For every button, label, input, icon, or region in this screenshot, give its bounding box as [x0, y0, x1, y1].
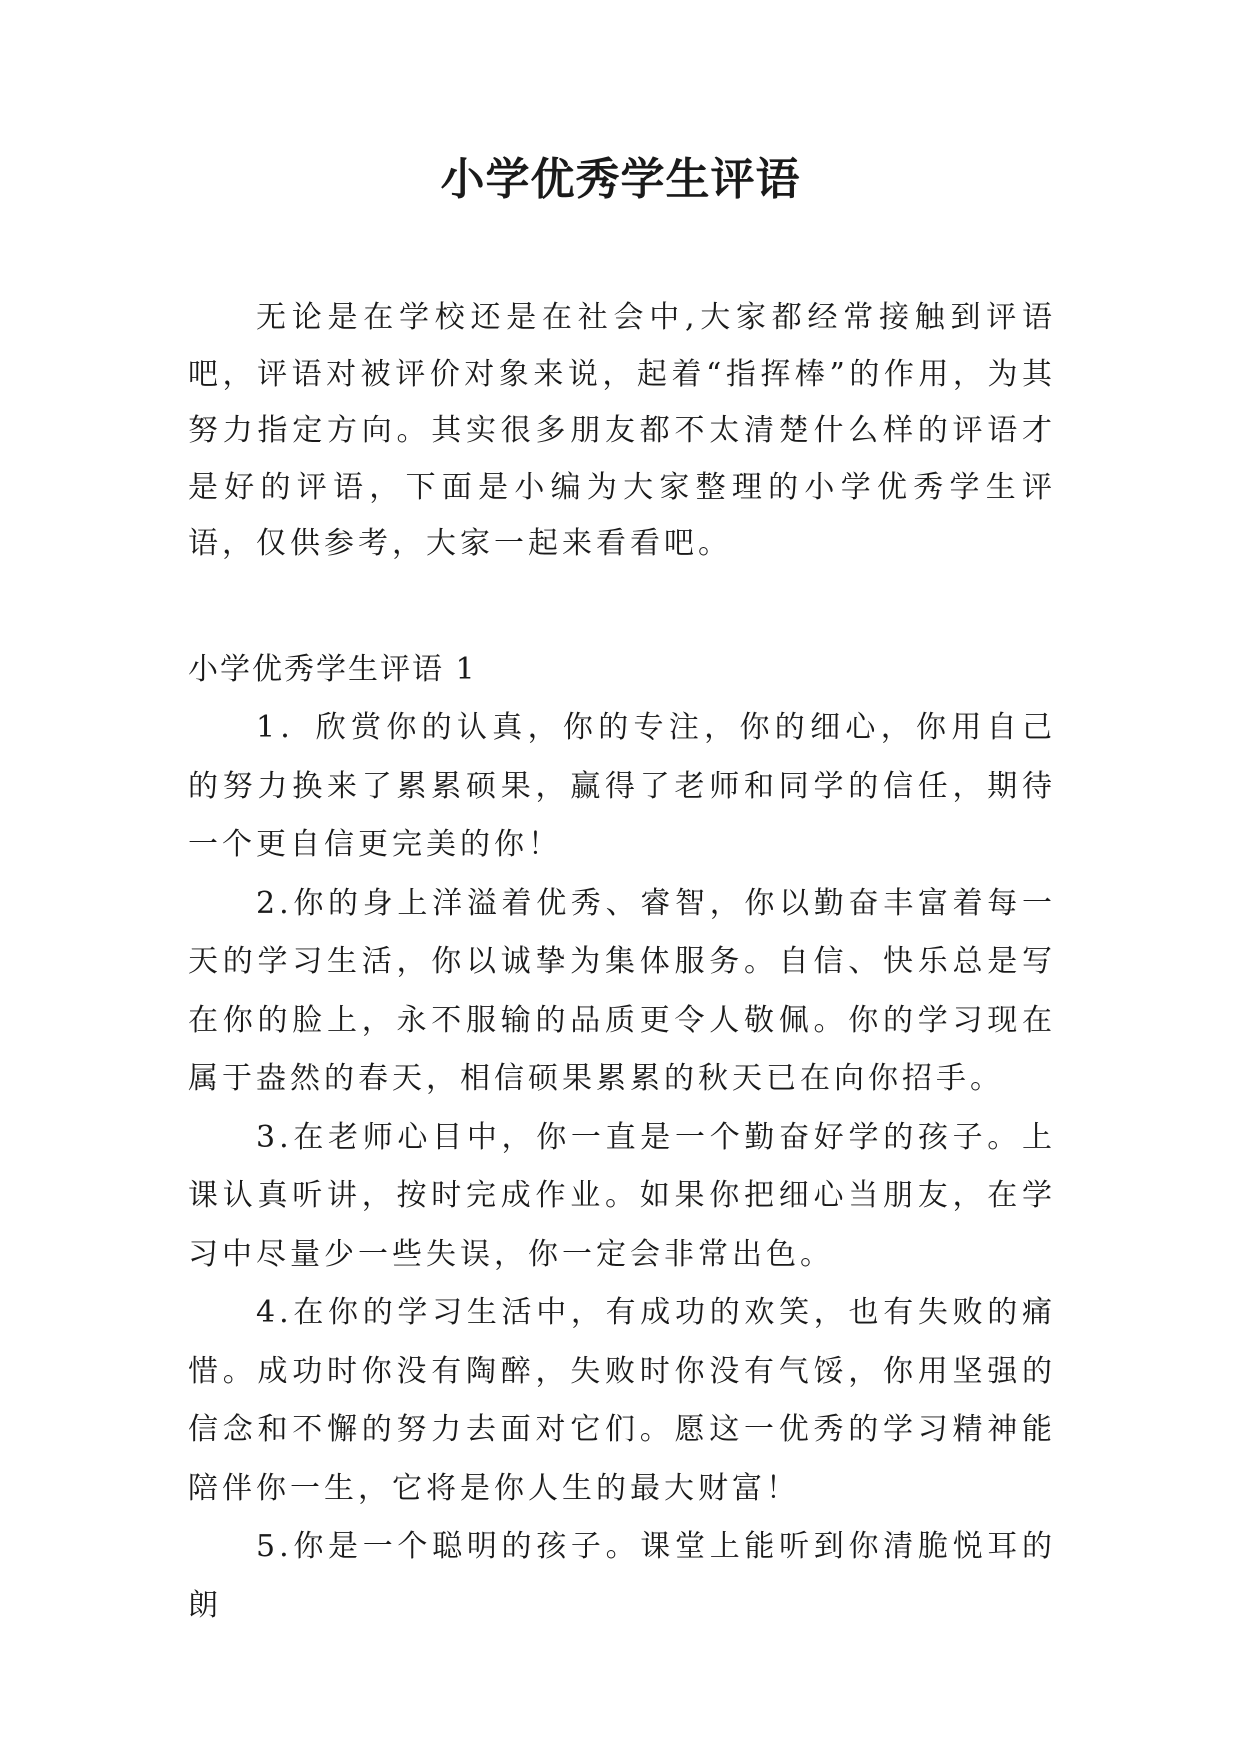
comment-item-3: 3.在老师心目中，你一直是一个勤奋好学的孩子。上课认真听讲，按时完成作业。如果你把细心当朋友，在学习中尽量少一些失误，你一定会非常出色。: [188, 1119, 1056, 1272]
intro-paragraph: 无论是在学校还是在社会中,大家都经常接触到评语吧，评语对被评价对象来说，起着“指挥棒”的作用，为其努力指定方向。其实很多朋友都不太清楚什么样的评语才是好的评语，下面是小编为大家整理的小学优秀学生评语，仅供参考，大家一起来看看吧。: [188, 300, 1056, 561]
document-title: 小学优秀学生评语: [440, 154, 801, 205]
section-heading: 小学优秀学生评语 1: [188, 652, 477, 687]
comment-item-2: 2.你的身上洋溢着优秀、睿智，你以勤奋丰富着每一天的学习生活，你以诚挚为集体服务。自信、快乐总是写在你的脸上，永不服输的品质更令人敬佩。你的学习现在属于盎然的春天，相信硕果累累的秋天已在向你招手。: [188, 885, 1056, 1096]
comment-item-4: 4.在你的学习生活中，有成功的欢笑，也有失败的痛惜。成功时你没有陶醉，失败时你没有气馁，你用坚强的信念和不懈的努力去面对它们。愿这一优秀的学习精神能陪伴你一生，它将是你人生的最大财富！: [188, 1295, 1056, 1506]
comment-item-5: 5.你是一个聪明的孩子。课堂上能听到你清脆悦耳的朗: [188, 1529, 1056, 1623]
comment-item-1: 1．欣赏你的认真，你的专注，你的细心，你用自己的努力换来了累累硕果，赢得了老师和同学的信任，期待一个更自信更完美的你！: [188, 710, 1056, 862]
comment-list: [188, 699, 1056, 1635]
